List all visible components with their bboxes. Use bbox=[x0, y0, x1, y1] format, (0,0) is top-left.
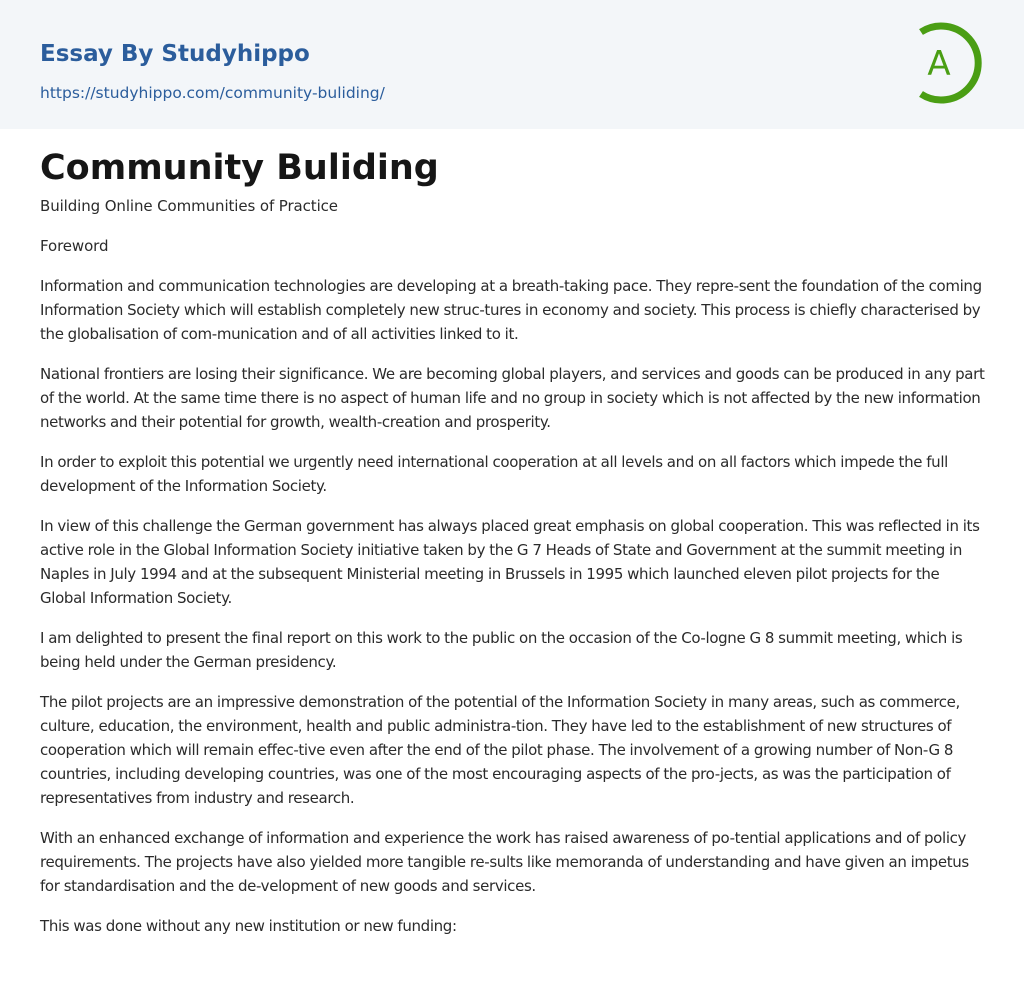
paragraph: In order to exploit this potential we urgently need international cooperation at all levels and on all factors which impede the full development of the Information Society. bbox=[40, 453, 948, 495]
article-body bbox=[40, 194, 985, 954]
paragraph: With an enhanced exchange of information and experience the work has raised awareness of po-tential applications and of policy requirements. The projects have also yielded more tangible re-sults like memoranda of understanding and have given an impetus for standardisation and the de-velopment of new goods and services. bbox=[40, 829, 969, 895]
studyhippo-logo[interactable] bbox=[910, 18, 990, 108]
paragraph: This was done without any new institution or new funding: bbox=[40, 917, 457, 935]
paragraph: I am delighted to present the final report on this work to the public on the occasion of the Co-logne G 8 summit meeting, which is being held under the German presidency. bbox=[40, 629, 963, 671]
page-title: Community Buliding bbox=[40, 148, 439, 188]
section-label: Foreword bbox=[40, 237, 109, 255]
paragraph: The pilot projects are an impressive demonstration of the potential of the Information Society in many areas, such as commerce, culture, education, the environment, health and public administra-tion. They have led to the establishment of new structures of cooperation which will remain effec-tive even after the end of the pilot phase. The involvement of a growing number of Non-G 8 countries, including developing countries, was one of the most encouraging aspects of the pro-jects, as was the participation of representatives from industry and research. bbox=[40, 693, 960, 807]
essay-url-link[interactable]: https://studyhippo.com/community-buliding/ bbox=[40, 84, 385, 102]
letter-a-arc-logo-icon bbox=[910, 18, 990, 108]
article-subtitle: Building Online Communities of Practice bbox=[40, 197, 338, 215]
logo-letter: A bbox=[927, 44, 951, 84]
brand-title: Essay By Studyhippo bbox=[40, 41, 310, 67]
paragraph: National frontiers are losing their significance. We are becoming global players, and services and goods can be produced in any part of the world. At the same time there is no aspect of human life and no group in society which is not affected by the new information networks and their potential for growth, wealth-creation and prosperity. bbox=[40, 365, 985, 431]
paragraph: Information and communication technologies are developing at a breath-taking pace. They repre-sent the foundation of the coming Information Society which will establish completely new struc-tures in economy and society. This process is chiefly characterised by the globalisation of com-munication and of all activities linked to it. bbox=[40, 277, 982, 343]
paragraph: In view of this challenge the German government has always placed great emphasis on global cooperation. This was reflected in its active role in the Global Information Society initiative taken by the G 7 Heads of State and Government at the summit meeting in Naples in July 1994 and at the subsequent Ministerial meeting in Brussels in 1995 which launched eleven pilot projects for the Global Information Society. bbox=[40, 517, 980, 607]
